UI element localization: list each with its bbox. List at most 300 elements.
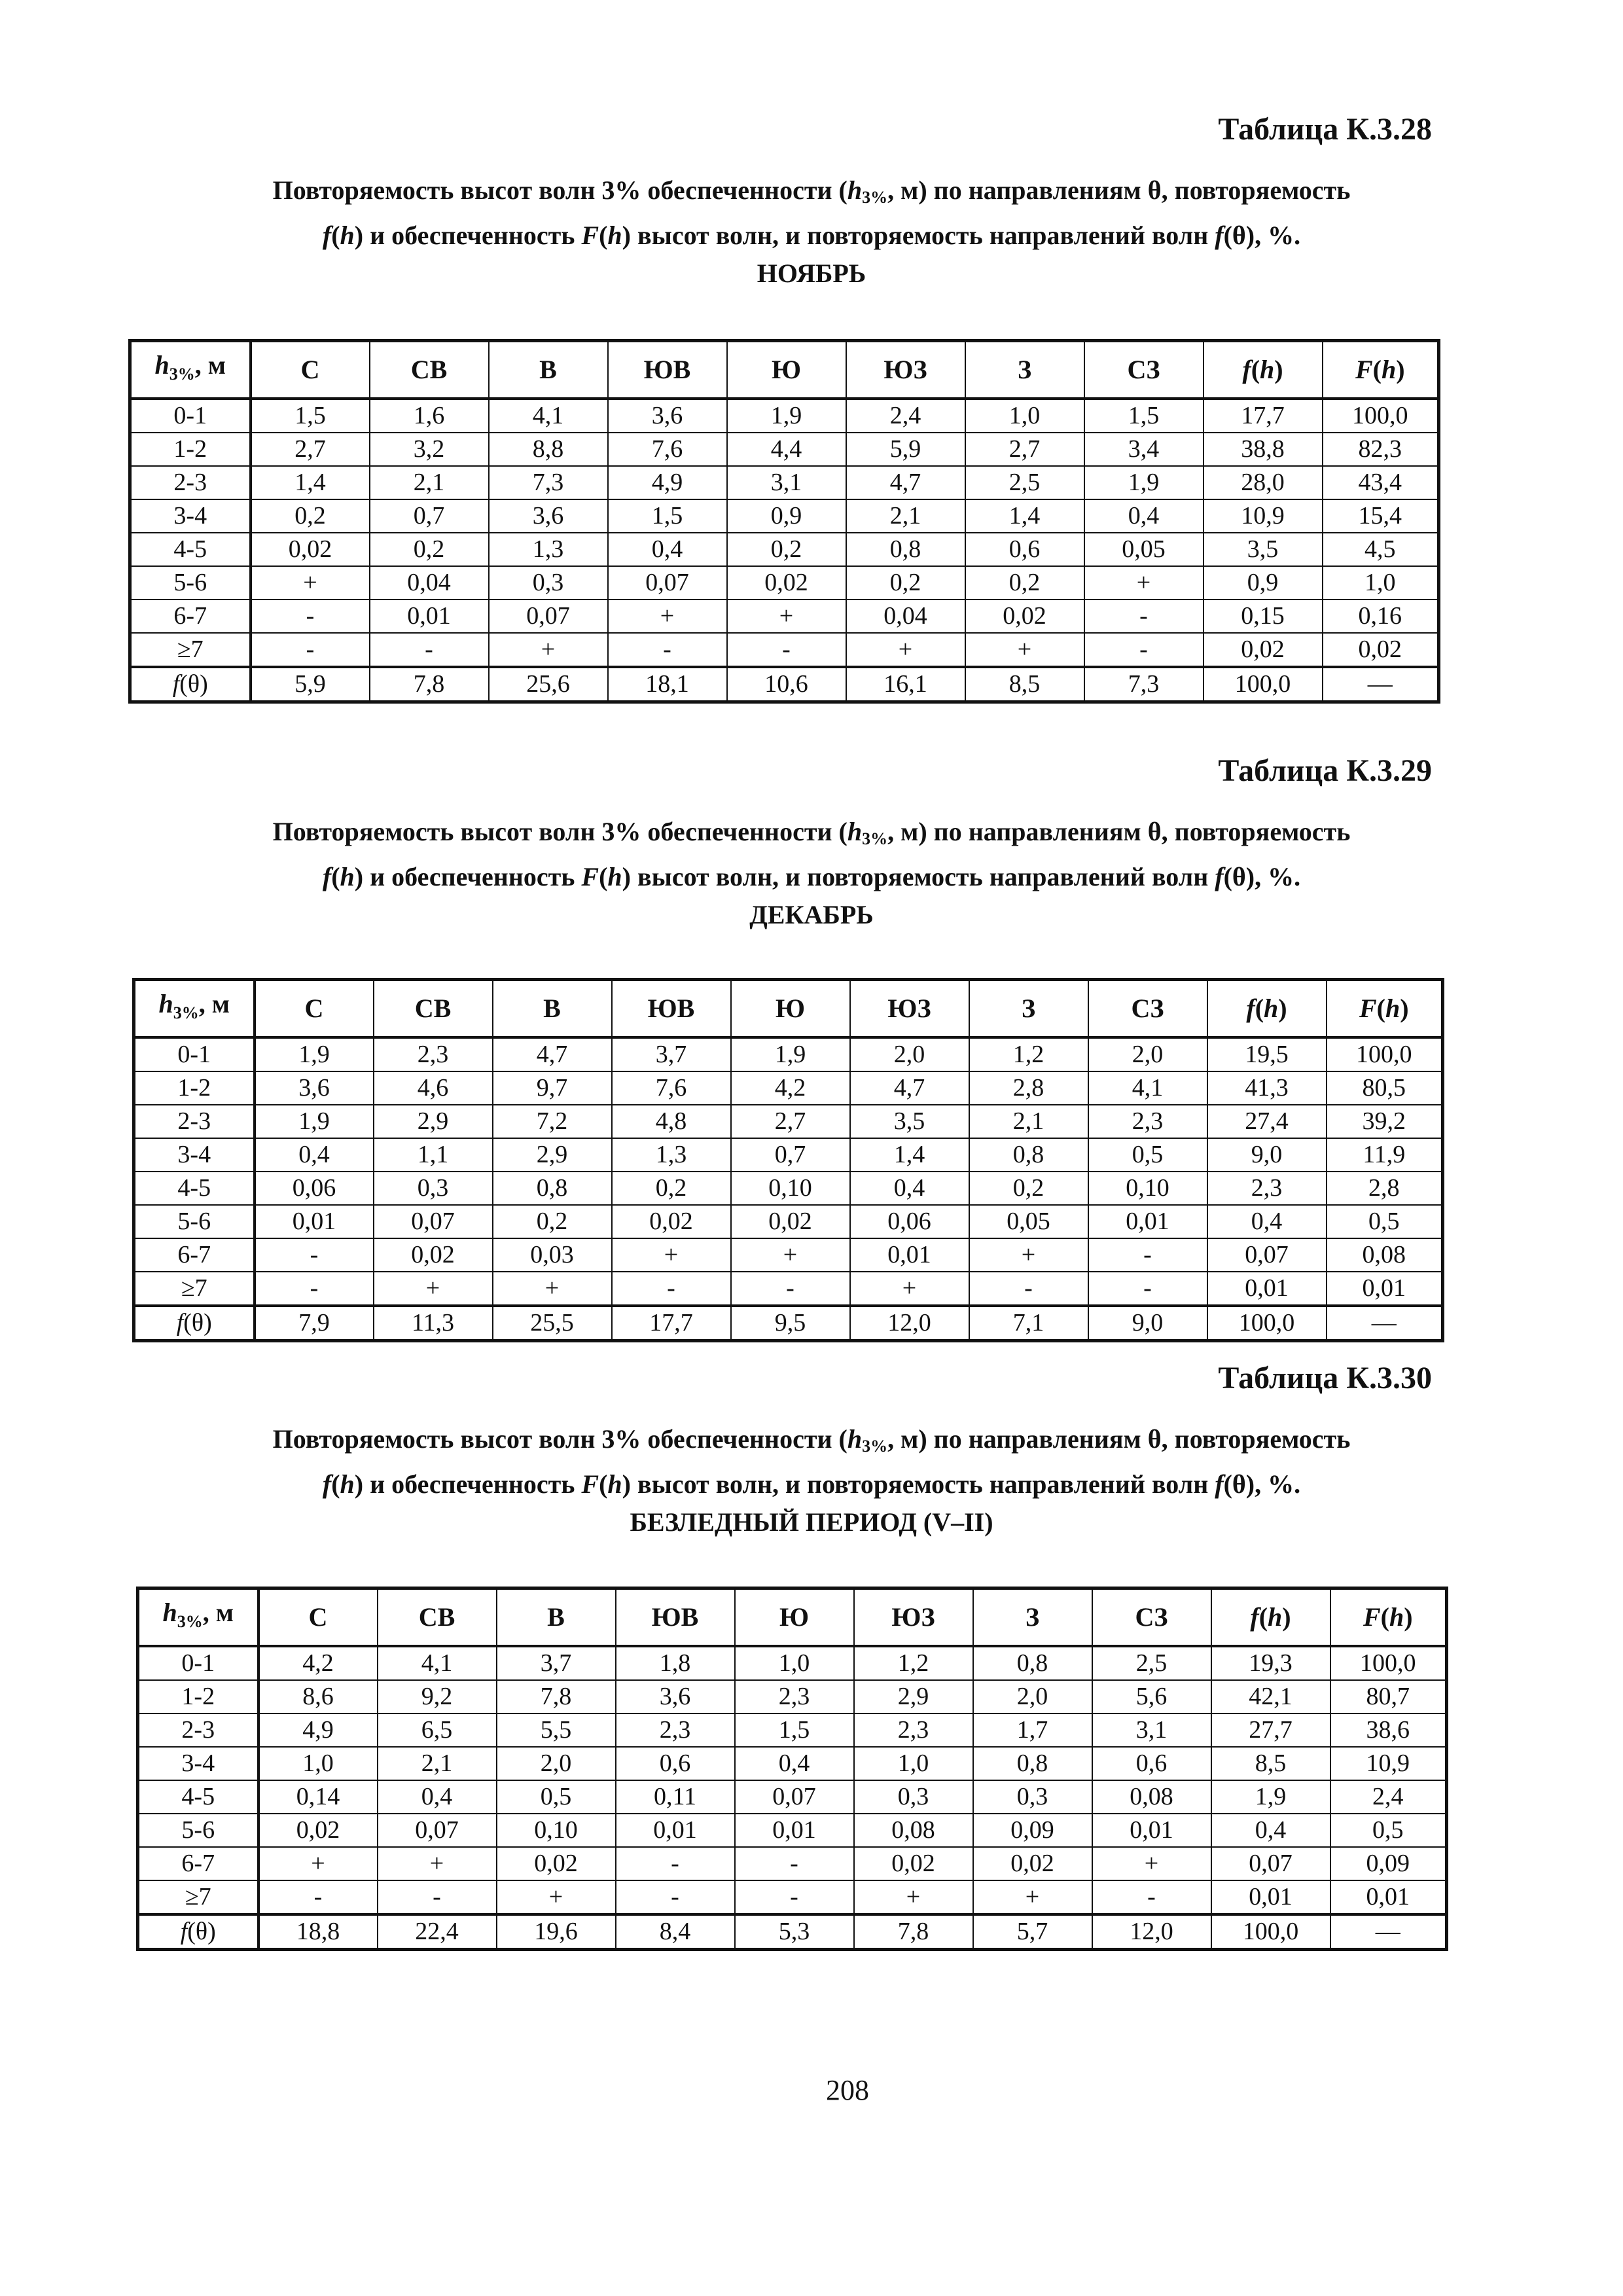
header-cell-direction: Ю — [735, 1588, 854, 1647]
table-cell: 80,5 — [1327, 1071, 1443, 1105]
table-cell: + — [493, 1272, 612, 1306]
table-cell: - — [1084, 633, 1204, 667]
table-cell: 0,07 — [378, 1814, 497, 1847]
table-cell: 42,1 — [1211, 1680, 1330, 1713]
table-cell: 1,3 — [612, 1138, 731, 1172]
table-total-row — [138, 1914, 1447, 1950]
table-cell: 22,4 — [378, 1914, 497, 1950]
row-label-cell: 1-2 — [138, 1680, 259, 1713]
table-cell: 3,1 — [727, 466, 846, 499]
table-cell: 0,08 — [854, 1814, 973, 1847]
table-cell: 7,6 — [608, 433, 727, 466]
table-cell: 0,10 — [497, 1814, 616, 1847]
table-cell: 0,01 — [850, 1238, 969, 1272]
table-cell: + — [850, 1272, 969, 1306]
caption-period: НОЯБРЬ — [757, 259, 866, 288]
table-cell: 0,02 — [612, 1205, 731, 1238]
header-cell-Fh: F(h) — [1327, 980, 1443, 1038]
table-cell: 38,6 — [1330, 1713, 1447, 1747]
table-cell: - — [1084, 600, 1204, 633]
table-cell: 3,6 — [489, 499, 608, 533]
table-row — [134, 1138, 1443, 1172]
table-cell: 17,7 — [1204, 399, 1323, 433]
table-cell: 3,6 — [255, 1071, 374, 1105]
table-cell: 0,2 — [612, 1172, 731, 1205]
table-cell: 0,14 — [259, 1780, 378, 1814]
table-cell: 4,2 — [259, 1646, 378, 1680]
table-cell: 0,01 — [1327, 1272, 1443, 1306]
table-cell: - — [616, 1880, 735, 1914]
table-cell: 9,5 — [731, 1306, 850, 1341]
header-cell-fh: f(h) — [1207, 980, 1327, 1038]
table-row — [138, 1680, 1447, 1713]
table-cell: 9,2 — [378, 1680, 497, 1713]
row-label-cell: 6-7 — [130, 600, 251, 633]
table-cell: 9,0 — [1207, 1138, 1327, 1172]
table-row — [138, 1780, 1447, 1814]
table-cell: 0,11 — [616, 1780, 735, 1814]
table-cell: 0,02 — [259, 1814, 378, 1847]
table-cell: 0,02 — [973, 1847, 1092, 1880]
table-cell: 19,6 — [497, 1914, 616, 1950]
table-cell: - — [1088, 1238, 1207, 1272]
row-label-cell: 0-1 — [130, 399, 251, 433]
header-cell-direction: ЮЗ — [854, 1588, 973, 1647]
table-row — [130, 499, 1439, 533]
table-cell: 1,0 — [259, 1747, 378, 1780]
table-cell: 2,5 — [1092, 1646, 1211, 1680]
table-row — [130, 466, 1439, 499]
table-cell: 1,5 — [1084, 399, 1204, 433]
row-label-cell: f(θ) — [138, 1914, 259, 1950]
table-cell: 0,07 — [608, 566, 727, 600]
table-cell: 0,07 — [1207, 1238, 1327, 1272]
table-cell: 0,2 — [370, 533, 489, 566]
row-label-cell: 4-5 — [134, 1172, 255, 1205]
table-cell: + — [374, 1272, 493, 1306]
table-cell: 0,02 — [251, 533, 370, 566]
table-cell: 0,02 — [1323, 633, 1439, 667]
table-cell: 0,01 — [1092, 1814, 1211, 1847]
table-cell: 3,7 — [497, 1646, 616, 1680]
table-cell: 1,5 — [608, 499, 727, 533]
row-label-cell: ≥7 — [134, 1272, 255, 1306]
caption-line-2: f(h) и обеспеченность F(h) высот волн, и повторяемость направлений волн f(θ), %. — [322, 1469, 1301, 1499]
table-cell: 2,9 — [854, 1680, 973, 1713]
table-cell: 100,0 — [1211, 1914, 1330, 1950]
table-cell: 0,07 — [735, 1780, 854, 1814]
table-cell: 0,7 — [370, 499, 489, 533]
table-cell: 0,06 — [255, 1172, 374, 1205]
table-cell: 15,4 — [1323, 499, 1439, 533]
table-cell: 12,0 — [850, 1306, 969, 1341]
table-cell: 1,1 — [374, 1138, 493, 1172]
caption-line-1: Повторяемость высот волн 3% обеспеченности ($h_{3\%}$, м) по направлениям θ, повторяемость — [272, 1424, 1351, 1456]
table-cell: 25,6 — [489, 667, 608, 702]
table-cell: 0,5 — [497, 1780, 616, 1814]
table-cell: 0,2 — [493, 1205, 612, 1238]
table-cell: 0,01 — [1207, 1272, 1327, 1306]
row-label-cell: 2-3 — [130, 466, 251, 499]
table-cell: 0,01 — [1211, 1880, 1330, 1914]
table-cell: 0,01 — [616, 1814, 735, 1847]
header-cell-direction: СЗ — [1088, 980, 1207, 1038]
table-cell: 0,01 — [1330, 1880, 1447, 1914]
table-cell: 2,7 — [251, 433, 370, 466]
row-label-cell: f(θ) — [130, 667, 251, 702]
header-cell-direction: ЮВ — [608, 341, 727, 399]
table-cell: 4,5 — [1323, 533, 1439, 566]
table-cell: 0,02 — [374, 1238, 493, 1272]
table-cell: 8,5 — [1211, 1747, 1330, 1780]
table-cell: 1,7 — [973, 1713, 1092, 1747]
row-label-cell: 5-6 — [130, 566, 251, 600]
table-cell: 7,3 — [1084, 667, 1204, 702]
table-cell: 2,7 — [965, 433, 1084, 466]
row-label-cell: 4-5 — [138, 1780, 259, 1814]
table-header-row — [130, 341, 1439, 399]
table-cell: 17,7 — [612, 1306, 731, 1341]
row-label-cell: ≥7 — [130, 633, 251, 667]
table-cell: 10,6 — [727, 667, 846, 702]
table-cell: 0,04 — [370, 566, 489, 600]
caption-line-1: Повторяемость высот волн 3% обеспеченности ($h_{3\%}$, м) по направлениям θ, повторяемость — [272, 817, 1351, 848]
table-cell: 3,6 — [616, 1680, 735, 1713]
table-cell: 1,9 — [731, 1037, 850, 1071]
table-row — [130, 433, 1439, 466]
table-cell: 82,3 — [1323, 433, 1439, 466]
table-cell: 1,0 — [735, 1646, 854, 1680]
table-cell: 25,5 — [493, 1306, 612, 1341]
table-cell: 4,7 — [850, 1071, 969, 1105]
table-cell: 8,6 — [259, 1680, 378, 1713]
table-row — [134, 1238, 1443, 1272]
table-cell: 2,9 — [374, 1105, 493, 1138]
table-row — [134, 1172, 1443, 1205]
table-header-row — [138, 1588, 1447, 1647]
table-cell: 3,5 — [1204, 533, 1323, 566]
page-number: 208 — [826, 2074, 869, 2106]
table-cell: 10,9 — [1204, 499, 1323, 533]
table-cell: 0,8 — [973, 1646, 1092, 1680]
header-cell-direction: В — [493, 980, 612, 1038]
table-cell: 4,9 — [259, 1713, 378, 1747]
table-cell: 1,4 — [965, 499, 1084, 533]
table-cell: 0,4 — [850, 1172, 969, 1205]
table-cell: 1,9 — [727, 399, 846, 433]
table-cell: 2,0 — [1088, 1037, 1207, 1071]
table-cell: 0,02 — [497, 1847, 616, 1880]
table-row — [130, 633, 1439, 667]
table-cell: 2,1 — [370, 466, 489, 499]
row-label-cell: 0-1 — [138, 1646, 259, 1680]
table-cell: 0,07 — [489, 600, 608, 633]
table-cell: 100,0 — [1327, 1037, 1443, 1071]
header-cell-Fh: F(h) — [1323, 341, 1439, 399]
table-cell: 0,5 — [1088, 1138, 1207, 1172]
table-cell: 0,2 — [846, 566, 965, 600]
table-cell: 19,3 — [1211, 1646, 1330, 1680]
table-cell: 4,1 — [1088, 1071, 1207, 1105]
table-cell: 0,2 — [727, 533, 846, 566]
row-label-cell: 2-3 — [138, 1713, 259, 1747]
table-cell: 0,15 — [1204, 600, 1323, 633]
table-cell: 100,0 — [1323, 399, 1439, 433]
header-cell-height: $h_{3\%}$, м — [138, 1588, 259, 1647]
table-cell: 3,2 — [370, 433, 489, 466]
table-cell: 11,9 — [1327, 1138, 1443, 1172]
header-cell-direction: З — [969, 980, 1088, 1038]
table-cell: 100,0 — [1330, 1646, 1447, 1680]
table-cell: 0,07 — [374, 1205, 493, 1238]
table-cell: - — [255, 1272, 374, 1306]
table-cell: 0,01 — [255, 1205, 374, 1238]
table-cell: 7,8 — [370, 667, 489, 702]
table-cell: 0,16 — [1323, 600, 1439, 633]
header-cell-fh: f(h) — [1211, 1588, 1330, 1647]
table-cell: 0,07 — [1211, 1847, 1330, 1880]
header-cell-direction: ЮЗ — [850, 980, 969, 1038]
table-row — [134, 1205, 1443, 1238]
table-cell: - — [731, 1272, 850, 1306]
table-cell: 0,8 — [973, 1747, 1092, 1780]
header-cell-direction: З — [965, 341, 1084, 399]
table-cell: 43,4 — [1323, 466, 1439, 499]
table-cell: 1,9 — [1084, 466, 1204, 499]
table-cell: 2,4 — [846, 399, 965, 433]
table-cell: 80,7 — [1330, 1680, 1447, 1713]
table-cell: + — [1092, 1847, 1211, 1880]
table-cell: 3,7 — [612, 1037, 731, 1071]
caption-period: ДЕКАБРЬ — [749, 900, 874, 929]
header-cell-direction: ЮЗ — [846, 341, 965, 399]
table-cell: 4,2 — [731, 1071, 850, 1105]
table-cell: 0,05 — [1084, 533, 1204, 566]
table-cell: 2,3 — [1088, 1105, 1207, 1138]
header-cell-direction: З — [973, 1588, 1092, 1647]
table-cell: 27,4 — [1207, 1105, 1327, 1138]
table-cell: 9,0 — [1088, 1306, 1207, 1341]
table-cell: 0,9 — [727, 499, 846, 533]
table-cell: 0,04 — [846, 600, 965, 633]
caption-period: БЕЗЛЕДНЫЙ ПЕРИОД (V–II) — [630, 1507, 993, 1537]
table-cell: + — [731, 1238, 850, 1272]
table-cell: 0,09 — [1330, 1847, 1447, 1880]
table-cell: 0,08 — [1327, 1238, 1443, 1272]
table-cell: 2,4 — [1330, 1780, 1447, 1814]
table-cell: 2,0 — [850, 1037, 969, 1071]
table-cell: 5,6 — [1092, 1680, 1211, 1713]
table-row — [134, 1037, 1443, 1071]
table-cell: 1,4 — [850, 1138, 969, 1172]
table-cell: 4,4 — [727, 433, 846, 466]
header-cell-height: $h_{3\%}$, м — [130, 341, 251, 399]
caption-line-1: Повторяемость высот волн 3% обеспеченности ($h_{3\%}$, м) по направлениям θ, повторяемость — [272, 175, 1351, 207]
table-caption — [124, 1420, 1499, 1541]
table-cell: 0,08 — [1092, 1780, 1211, 1814]
table-cell: 1,9 — [255, 1105, 374, 1138]
table-cell: + — [612, 1238, 731, 1272]
table-cell: - — [1092, 1880, 1211, 1914]
table-row — [138, 1880, 1447, 1914]
table-cell: 5,3 — [735, 1914, 854, 1950]
table-cell: 0,01 — [370, 600, 489, 633]
table-cell: 3,6 — [608, 399, 727, 433]
table-cell: 7,8 — [854, 1914, 973, 1950]
table-cell: + — [378, 1847, 497, 1880]
data-table — [128, 339, 1440, 704]
table-row — [138, 1646, 1447, 1680]
row-label-cell: 3-4 — [130, 499, 251, 533]
table-cell: - — [1088, 1272, 1207, 1306]
data-table — [136, 1587, 1448, 1951]
table-cell: 7,3 — [489, 466, 608, 499]
table-cell: 0,05 — [969, 1205, 1088, 1238]
table-cell: 0,8 — [969, 1138, 1088, 1172]
row-label-cell: 1-2 — [134, 1071, 255, 1105]
table-cell: 5,9 — [846, 433, 965, 466]
table-cell: 2,1 — [969, 1105, 1088, 1138]
header-cell-direction: СЗ — [1084, 341, 1204, 399]
table-cell: 2,3 — [854, 1713, 973, 1747]
table-cell: 2,3 — [616, 1713, 735, 1747]
table-cell: 0,3 — [973, 1780, 1092, 1814]
table-cell: 7,6 — [612, 1071, 731, 1105]
table-cell: - — [370, 633, 489, 667]
table-cell: + — [608, 600, 727, 633]
table-cell: 5,9 — [251, 667, 370, 702]
table-cell: 7,2 — [493, 1105, 612, 1138]
table-caption — [124, 813, 1499, 934]
table-cell: 2,5 — [965, 466, 1084, 499]
row-label-cell: 4-5 — [130, 533, 251, 566]
row-label-cell: ≥7 — [138, 1880, 259, 1914]
table-cell: 12,0 — [1092, 1914, 1211, 1950]
table-cell: - — [608, 633, 727, 667]
table-cell: 6,5 — [378, 1713, 497, 1747]
table-cell: 2,7 — [731, 1105, 850, 1138]
table-cell: + — [854, 1880, 973, 1914]
header-cell-direction: СВ — [374, 980, 493, 1038]
table-cell: 2,0 — [973, 1680, 1092, 1713]
table-cell: 27,7 — [1211, 1713, 1330, 1747]
table-cell: - — [251, 633, 370, 667]
table-cell: + — [973, 1880, 1092, 1914]
table-cell: + — [489, 633, 608, 667]
table-cell: 1,2 — [854, 1646, 973, 1680]
table-cell: - — [378, 1880, 497, 1914]
table-number: Таблица К.3.29 — [1218, 753, 1432, 788]
table-cell: 4,7 — [846, 466, 965, 499]
table-cell: 4,1 — [378, 1646, 497, 1680]
table-cell: 2,8 — [969, 1071, 1088, 1105]
table-cell: - — [251, 600, 370, 633]
table-cell: 100,0 — [1204, 667, 1323, 702]
table-cell: 0,2 — [251, 499, 370, 533]
table-cell: 0,02 — [1204, 633, 1323, 667]
table-cell: 2,9 — [493, 1138, 612, 1172]
table-cell: - — [612, 1272, 731, 1306]
table-cell: 18,1 — [608, 667, 727, 702]
header-cell-direction: СЗ — [1092, 1588, 1211, 1647]
table-cell: - — [727, 633, 846, 667]
table-cell: 7,8 — [497, 1680, 616, 1713]
table-cell: + — [846, 633, 965, 667]
table-row — [130, 566, 1439, 600]
table-cell: 4,8 — [612, 1105, 731, 1138]
table-cell: 8,4 — [616, 1914, 735, 1950]
table-cell: 0,4 — [735, 1747, 854, 1780]
table-cell: 2,0 — [497, 1747, 616, 1780]
table-cell: 16,1 — [846, 667, 965, 702]
table-cell: 3,4 — [1084, 433, 1204, 466]
table-cell: - — [259, 1880, 378, 1914]
table-cell: 0,09 — [973, 1814, 1092, 1847]
table-cell: - — [735, 1847, 854, 1880]
table-cell: 4,1 — [489, 399, 608, 433]
table-cell: 0,02 — [965, 600, 1084, 633]
table-cell: 0,3 — [489, 566, 608, 600]
table-total-row — [134, 1306, 1443, 1341]
table-row — [134, 1272, 1443, 1306]
table-cell: 0,6 — [965, 533, 1084, 566]
table-caption — [124, 171, 1499, 293]
row-label-cell: 2-3 — [134, 1105, 255, 1138]
table-cell: 0,10 — [731, 1172, 850, 1205]
table-cell: 100,0 — [1207, 1306, 1327, 1341]
table-cell: 0,02 — [727, 566, 846, 600]
header-cell-direction: Ю — [731, 980, 850, 1038]
header-cell-fh: f(h) — [1204, 341, 1323, 399]
table-row — [138, 1847, 1447, 1880]
header-cell-height: $h_{3\%}$, м — [134, 980, 255, 1038]
table-cell: 0,4 — [608, 533, 727, 566]
row-label-cell: 0-1 — [134, 1037, 255, 1071]
table-cell: 8,5 — [965, 667, 1084, 702]
row-label-cell: 6-7 — [134, 1238, 255, 1272]
header-cell-Fh: F(h) — [1330, 1588, 1447, 1647]
table-cell: + — [1084, 566, 1204, 600]
header-cell-direction: В — [489, 341, 608, 399]
table-cell: 1,8 — [616, 1646, 735, 1680]
table-cell: 4,6 — [374, 1071, 493, 1105]
table-cell: + — [251, 566, 370, 600]
row-label-cell: 3-4 — [134, 1138, 255, 1172]
row-label-cell: 6-7 — [138, 1847, 259, 1880]
table-cell: 41,3 — [1207, 1071, 1327, 1105]
row-label-cell: 3-4 — [138, 1747, 259, 1780]
table-cell: 0,4 — [255, 1138, 374, 1172]
table-cell: - — [969, 1272, 1088, 1306]
table-cell: 1,3 — [489, 533, 608, 566]
table-cell: 0,6 — [616, 1747, 735, 1780]
data-table — [132, 978, 1444, 1342]
header-cell-direction: Ю — [727, 341, 846, 399]
table-cell: 7,1 — [969, 1306, 1088, 1341]
header-cell-direction: С — [255, 980, 374, 1038]
table-cell: + — [969, 1238, 1088, 1272]
table-cell: + — [497, 1880, 616, 1914]
table-cell: 0,3 — [854, 1780, 973, 1814]
table-cell: 0,3 — [374, 1172, 493, 1205]
table-cell: 19,5 — [1207, 1037, 1327, 1071]
table-row — [138, 1814, 1447, 1847]
header-cell-direction: СВ — [370, 341, 489, 399]
table-cell: 1,5 — [251, 399, 370, 433]
header-cell-direction: СВ — [378, 1588, 497, 1647]
table-cell: 39,2 — [1327, 1105, 1443, 1138]
table-cell: 1,9 — [255, 1037, 374, 1071]
